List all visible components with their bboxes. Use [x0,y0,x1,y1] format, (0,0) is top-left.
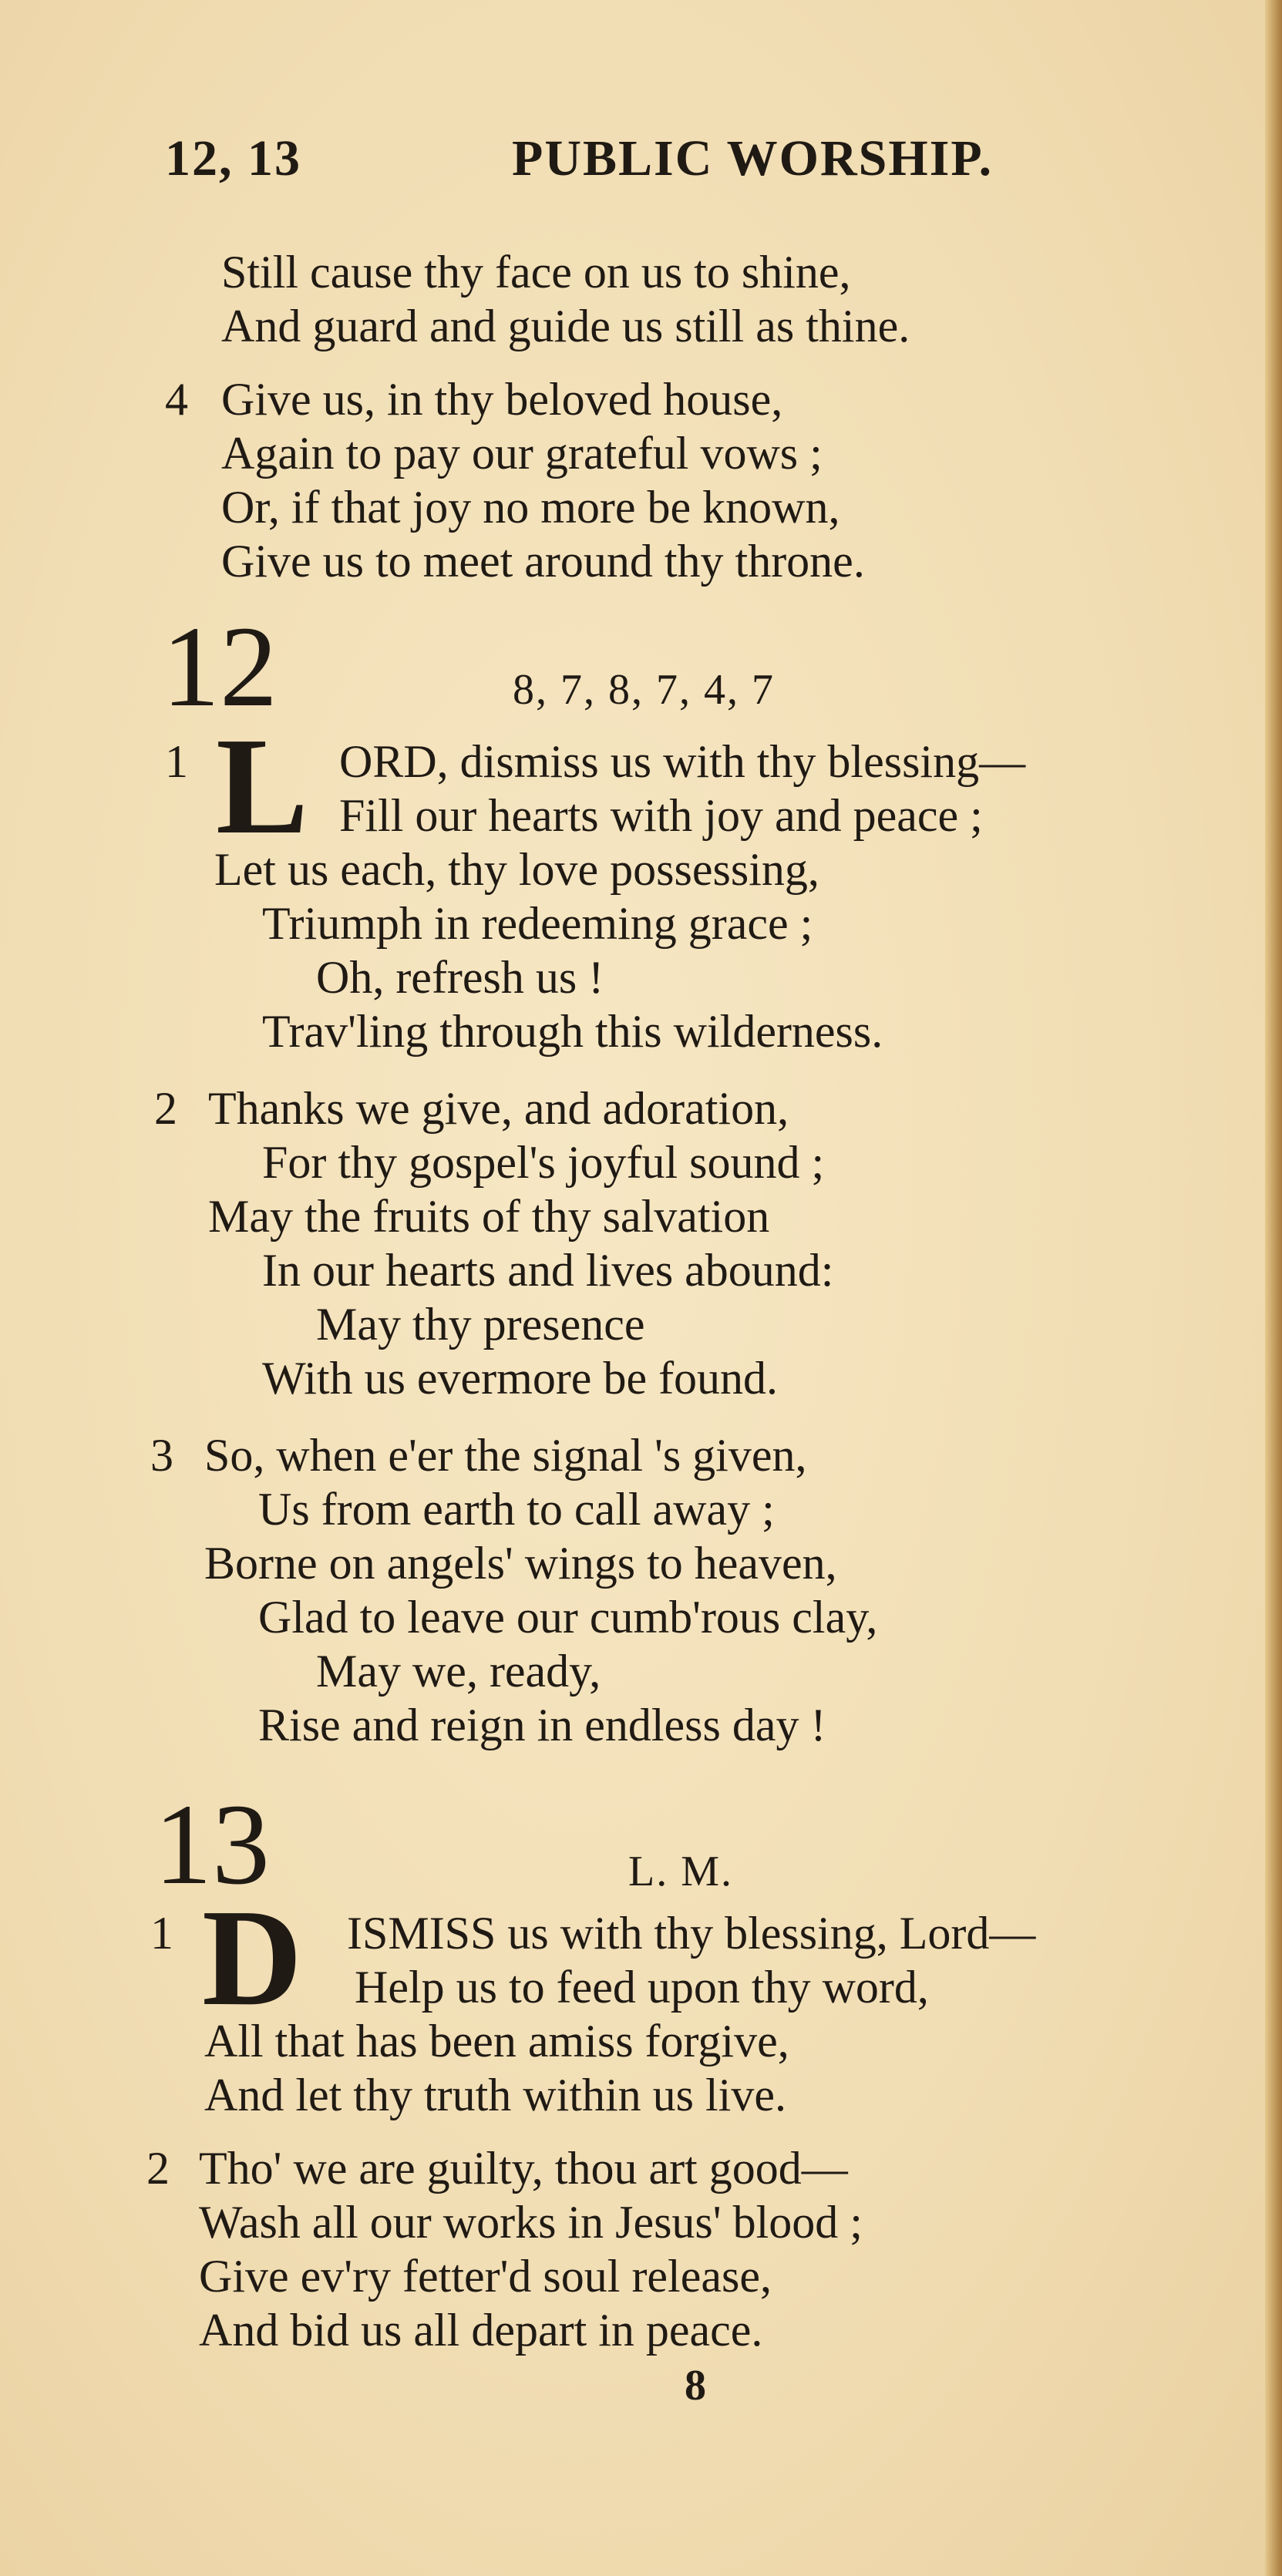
hymn-meter: L. M. [628,1848,733,1895]
hymn-number: 13 [154,1781,270,1908]
verse-line: So, when e'er the signal 's given, [204,1430,807,1481]
running-header [165,129,1013,199]
verse-number: 2 [146,2143,170,2194]
verse-line: Thanks we give, and adoration, [208,1083,789,1134]
verse-line: Triumph in redeeming grace ; [262,898,813,949]
verse-line: Rise and reign in endless day ! [258,1700,826,1750]
verse-line: Glad to leave our cumb'rous clay, [258,1592,878,1643]
verse-number: 2 [154,1083,177,1134]
verse-line: And guard and guide us still as thine. [221,301,910,351]
signature-mark: 8 [685,2362,706,2410]
verse-number: 3 [150,1430,173,1481]
drop-cap: L [216,709,309,863]
verse-line: Give us, in thy beloved house, [221,374,783,425]
verse-line: May the fruits of thy salvation [208,1191,770,1242]
drop-cap: D [202,1881,302,2034]
verse-line: Trav'ling through this wilderness. [262,1006,883,1057]
header-title: PUBLIC WORSHIP. [512,130,994,187]
verse-line: Again to pay our grateful vows ; [221,428,823,479]
verse-line: And let thy truth within us live. [204,2070,786,2120]
verse-line: Help us to feed upon thy word, [355,1962,929,2013]
hymn-meter: 8, 7, 8, 7, 4, 7 [513,666,775,714]
verse-line: May thy presence [316,1299,645,1350]
verse-line: Still cause thy face on us to shine, [221,247,851,298]
verse-line: Us from earth to call away ; [258,1484,775,1535]
verse-line: And bid us all depart in peace. [199,2305,763,2356]
header-page-numbers: 12, 13 [165,130,301,187]
verse-number: 1 [150,1908,173,1959]
verse-number: 4 [165,374,188,425]
verse-line: In our hearts and lives abound: [262,1245,834,1296]
verse-number: 1 [165,736,188,787]
verse-line: May we, ready, [316,1646,601,1697]
verse-line: Wash all our works in Jesus' blood ; [199,2197,863,2248]
verse-line: Fill our hearts with joy and peace ; [339,790,983,841]
verse-line: Give us to meet around thy throne. [221,536,865,587]
verse-line: Tho' we are guilty, thou art good— [199,2143,848,2194]
verse-line: For thy gospel's joyful sound ; [262,1137,825,1188]
verse-line: Borne on angels' wings to heaven, [204,1538,837,1589]
verse-line: Or, if that joy no more be known, [221,482,840,533]
verse-line: Oh, refresh us ! [316,952,604,1003]
verse-line: With us evermore be found. [262,1353,779,1404]
page-edge [1265,0,1282,2576]
verse-line: Give ev'ry fetter'd soul release, [199,2251,772,2302]
verse-line: All that has been amiss forgive, [204,2016,789,2067]
verse-line: Let us each, thy love possessing, [214,844,819,895]
verse-line: ISMISS us with thy blessing, Lord— [347,1908,1036,1959]
verse-line: ORD, dismiss us with thy blessing— [339,736,1026,787]
hymn-number: 12 [162,603,278,731]
